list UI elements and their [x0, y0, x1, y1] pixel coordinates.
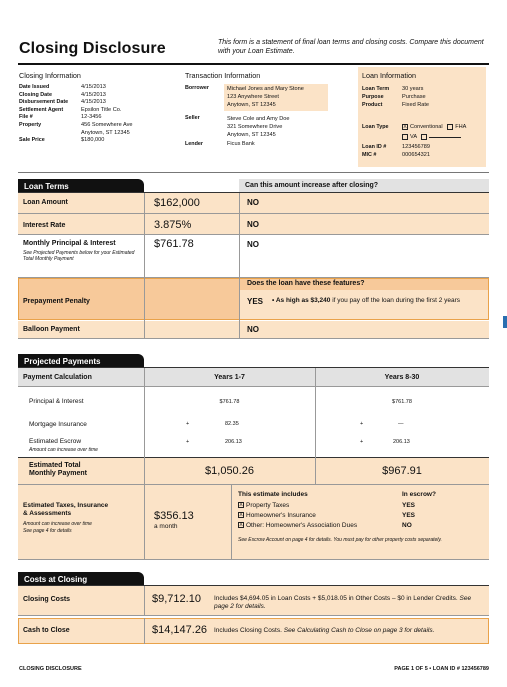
- loan-info-value: Fixed Rate: [402, 102, 430, 108]
- mi-col1: 82.35: [225, 421, 239, 427]
- checkbox-va[interactable]: [402, 134, 408, 140]
- seller-line: 321 Somewhere Drive: [227, 124, 283, 130]
- total-col1: $1,050.26: [205, 465, 254, 477]
- row-divider: [18, 615, 489, 616]
- loan-type-fha-label: FHA: [455, 124, 467, 130]
- escrow-include-row: [238, 501, 482, 511]
- borrower-label: Borrower: [185, 85, 209, 91]
- escrow-include-item: [238, 501, 402, 511]
- closing-info-label: Settlement Agent: [19, 106, 64, 113]
- closing-info-label: Sale Price: [19, 137, 45, 144]
- lender-value: Ficus Bank: [227, 141, 255, 147]
- closing-info-label: [19, 130, 81, 138]
- mi-col2: —: [398, 421, 404, 427]
- closing-costs-desc-text: Includes $4,694.05 in Loan Costs + $5,018.05 in Other Costs – $0 in Lender Credits.: [214, 595, 458, 602]
- loan-id-label: Loan ID #: [362, 144, 387, 150]
- cash-to-close-desc: [214, 627, 489, 634]
- escrow-note: Amount can increase over time: [29, 447, 98, 453]
- closing-info-value: $180,000: [81, 137, 105, 144]
- loan-info-heading: Loan Information: [362, 71, 416, 80]
- loan-info-row: [362, 93, 486, 101]
- column-divider: [144, 193, 145, 338]
- closing-info-value: 4/15/2013: [81, 99, 106, 106]
- balloon-answer: NO: [247, 325, 259, 334]
- column-divider: [315, 368, 316, 484]
- cash-desc-text: Includes Closing Costs.: [214, 627, 282, 634]
- mic-label: MIC #: [362, 152, 377, 158]
- closing-info-label: File #: [19, 114, 33, 121]
- column-divider: [144, 618, 145, 644]
- col-years-1-7: Years 1-7: [214, 374, 245, 381]
- prepayment-answer: YES: [247, 297, 264, 306]
- taxes-value: $356.13: [154, 510, 194, 522]
- monthly-pi-label: Monthly Principal & Interest: [23, 240, 116, 247]
- escrow-include-label: Homeowner's Insurance: [246, 512, 316, 519]
- checkbox-other[interactable]: [421, 134, 427, 140]
- mic-value: 000654321: [402, 152, 430, 158]
- col-years-8-30: Years 8-30: [384, 374, 420, 381]
- loan-info-row: [362, 101, 486, 109]
- loan-info-label: Product: [362, 102, 383, 108]
- borrower-line: Michael Jones and Mary Stone: [227, 86, 304, 92]
- prepayment-detail-bold: • As high as $3,240: [272, 297, 331, 304]
- loan-type-conventional-label: Conventional: [410, 124, 443, 130]
- escrow-include-item: [238, 521, 402, 531]
- escrow-col2: 206.13: [393, 439, 410, 445]
- checkbox-conventional[interactable]: X: [403, 123, 407, 130]
- escrow-account-note: See Escrow Account on page 4 for details. You must pay for other property costs separately.: [238, 537, 442, 543]
- closing-info-row: [19, 99, 169, 107]
- includes-heading: This estimate includes: [238, 491, 308, 498]
- loan-info-value: 30 years: [402, 86, 424, 92]
- borrower-line: 123 Anywhere Street: [227, 94, 279, 100]
- closing-info-value: 456 Somewhere Ave: [81, 121, 133, 128]
- transaction-info-heading: Transaction Information: [185, 71, 261, 80]
- closing-info-row: [19, 107, 169, 115]
- closing-info-row: [19, 92, 169, 100]
- loan-info-label: Loan Term: [362, 86, 390, 92]
- column-divider: [144, 586, 145, 615]
- closing-info-row: [19, 114, 169, 122]
- taxes-note-line: See page 4 for details: [23, 528, 72, 534]
- page-title: Closing Disclosure: [19, 40, 166, 57]
- pi-col1: $761.78: [219, 399, 240, 405]
- loan-terms-question: Can this amount increase after closing?: [245, 182, 379, 189]
- footer-right: PAGE 1 OF 5 • LOAN ID # 123456789: [394, 666, 489, 672]
- closing-info-value: 4/15/2013: [81, 91, 106, 98]
- borrower-line: Anytown, ST 12345: [227, 102, 276, 108]
- closing-info-label: Disbursement Date: [19, 99, 69, 106]
- loan-info-list: [362, 85, 486, 109]
- loan-id-value: 123456789: [402, 144, 430, 150]
- escrow-include-row: [238, 511, 482, 521]
- include-checkbox[interactable]: X: [239, 502, 243, 509]
- mi-label: Mortgage Insurance: [29, 421, 87, 428]
- loan-amount-label: Loan Amount: [23, 199, 68, 206]
- escrow-col1: 206.13: [225, 439, 242, 445]
- loan-amount-value: $162,000: [154, 197, 200, 209]
- loan-type-label: Loan Type: [362, 124, 389, 130]
- info-bottom-rule: [18, 172, 489, 173]
- taxes-note-line: Amount can increase over time: [23, 521, 92, 527]
- closing-info-value: 4/15/2013: [81, 84, 106, 90]
- prepayment-detail-text: if you pay off the loan during the first 2 years: [332, 297, 461, 304]
- escrow-include-answer: NO: [402, 522, 412, 529]
- header-rule: [18, 63, 489, 65]
- closing-costs-see: See page 2 for details.: [214, 595, 472, 610]
- loan-info-row: [362, 85, 486, 93]
- prepayment-detail: [272, 297, 482, 305]
- pi-label: Principal & Interest: [29, 398, 84, 405]
- cash-see: See Calculating Cash to Close on page 3 for details.: [283, 627, 435, 634]
- escrow-label: Estimated Escrow: [29, 438, 82, 445]
- features-question: Does the loan have these features?: [247, 280, 365, 287]
- closing-info-label: Closing Date: [19, 91, 52, 98]
- includes-list: [238, 501, 482, 531]
- loan-type-options: [402, 123, 466, 142]
- payment-calc-label: Payment Calculation: [23, 374, 92, 381]
- projected-payments-tab: Projected Payments: [18, 354, 144, 368]
- column-divider: [144, 485, 145, 559]
- column-divider: [231, 485, 232, 559]
- seller-value: [227, 115, 290, 139]
- pi-col2: $761.78: [392, 399, 412, 405]
- include-checkbox[interactable]: X: [239, 522, 243, 529]
- taxes-label-line: & Assessments: [23, 510, 72, 517]
- closing-info-label: Property: [19, 121, 42, 128]
- closing-info-row: [19, 84, 169, 92]
- loan-info-value: Purchase: [402, 94, 426, 100]
- column-divider: [239, 193, 240, 338]
- seller-line: Steve Cole and Amy Doe: [227, 116, 290, 122]
- closing-info-heading: Closing Information: [19, 71, 81, 80]
- closing-info-label: Date Issued: [19, 84, 50, 90]
- interest-rate-value: 3.875%: [154, 219, 192, 231]
- total-label-line: Estimated Total: [29, 462, 81, 469]
- include-checkbox[interactable]: X: [239, 512, 243, 519]
- taxes-period: a month: [154, 523, 178, 530]
- borrower-value: [227, 85, 304, 109]
- escrow-plus-col2: +: [360, 439, 364, 445]
- loan-terms-tab: Loan Terms: [18, 179, 144, 193]
- in-escrow-heading: In escrow?: [402, 491, 436, 498]
- row-divider: [18, 386, 489, 387]
- footer-left: CLOSING DISCLOSURE: [19, 666, 82, 672]
- interest-rate-answer: NO: [247, 220, 259, 229]
- escrow-plus-col1: +: [186, 439, 190, 445]
- costs-at-closing-tab: Costs at Closing: [18, 572, 144, 586]
- taxes-label-line: Estimated Taxes, Insurance: [23, 502, 109, 509]
- other-loan-type-line: [429, 132, 461, 138]
- checkbox-fha[interactable]: [447, 124, 453, 130]
- monthly-pi-value: $761.78: [154, 238, 194, 250]
- closing-info-row: [19, 130, 169, 138]
- closing-info-list: [19, 84, 169, 145]
- balloon-label: Balloon Payment: [23, 326, 80, 333]
- closing-info-row: [19, 137, 169, 145]
- escrow-include-label: Property Taxes: [246, 502, 290, 509]
- row-divider: [18, 234, 489, 235]
- loan-amount-answer: NO: [247, 198, 259, 207]
- cash-to-close-label: Cash to Close: [23, 627, 70, 634]
- closing-costs-desc: [214, 595, 484, 611]
- total-monthly-label: [29, 462, 87, 478]
- seller-line: Anytown, ST 12345: [227, 132, 276, 138]
- escrow-include-row: [238, 521, 482, 531]
- mi-plus-col2: +: [360, 421, 364, 427]
- monthly-pi-note: See Projected Payments below for your Estimated Total Monthly Payment: [23, 250, 135, 262]
- scroll-marker[interactable]: [503, 316, 507, 328]
- intro-text: This form is a statement of final loan terms and closing costs. Compare this document with your Loan Estimate.: [218, 39, 484, 55]
- escrow-include-label: Other: Homeowner's Association Dues: [246, 522, 358, 529]
- closing-costs-label: Closing Costs: [23, 596, 71, 603]
- total-label-line: Monthly Payment: [29, 470, 87, 477]
- column-divider: [144, 368, 145, 484]
- closing-info-value: Anytown, ST 12345: [81, 129, 130, 136]
- taxes-note: [23, 521, 92, 535]
- closing-info-value: 12-3456: [81, 114, 102, 121]
- escrow-include-answer: YES: [402, 502, 416, 509]
- monthly-pi-answer: NO: [247, 240, 259, 249]
- loan-type-va-label: VA: [410, 134, 417, 140]
- interest-rate-label: Interest Rate: [23, 222, 66, 229]
- row-divider: [18, 559, 489, 560]
- lender-label: Lender: [185, 141, 203, 147]
- row-divider: [18, 338, 489, 339]
- total-col2: $967.91: [382, 465, 422, 477]
- loan-info-label: Purpose: [362, 94, 384, 100]
- escrow-include-answer: YES: [402, 512, 416, 519]
- prepayment-label: Prepayment Penalty: [23, 298, 90, 305]
- escrow-include-item: [238, 511, 402, 521]
- mi-plus-col1: +: [186, 421, 190, 427]
- seller-label: Seller: [185, 115, 200, 121]
- cash-to-close-value: $14,147.26: [152, 624, 208, 636]
- closing-info-row: [19, 122, 169, 130]
- taxes-label: [23, 502, 108, 518]
- closing-info-value: Epsilon Title Co.: [81, 106, 122, 113]
- closing-costs-value: $9,712.10: [152, 593, 201, 605]
